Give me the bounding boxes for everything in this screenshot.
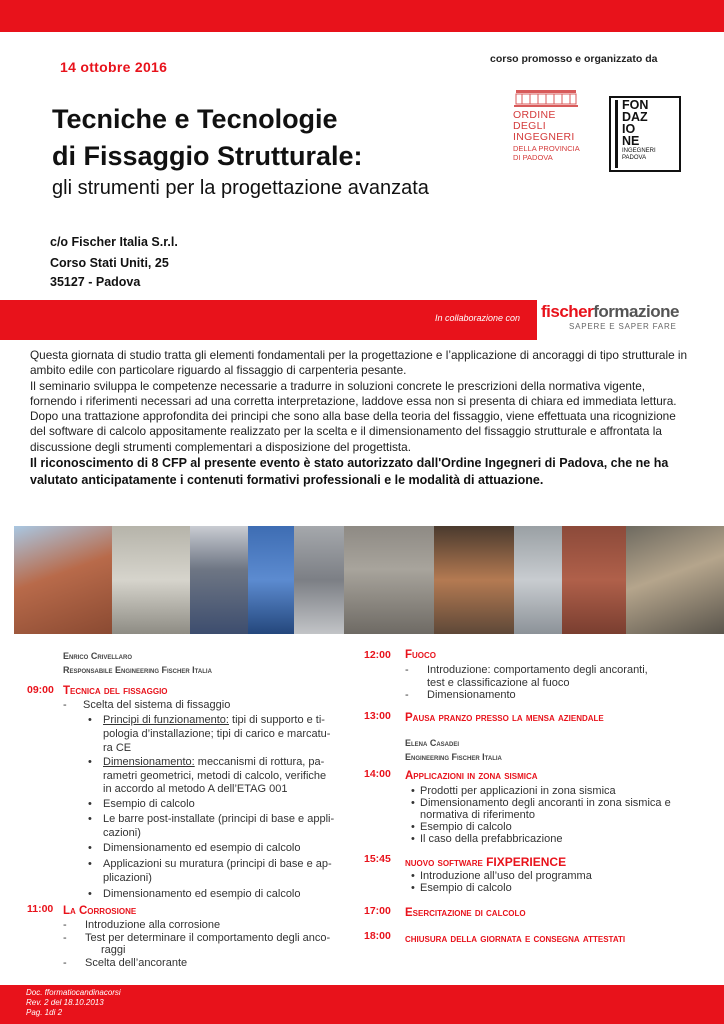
photo-workshop: [434, 526, 514, 634]
event-date: 14 ottobre 2016: [60, 59, 168, 75]
item-sismica-prefab: Il caso della prefabbricazione: [420, 833, 563, 845]
time-1100: 11:00: [27, 903, 54, 915]
item-fix-esempio: Esempio di calcolo: [420, 882, 512, 894]
photo-drill: [626, 526, 724, 634]
ordine-text-1: ORDINE: [513, 109, 556, 121]
brand-formazione: formazione: [593, 302, 679, 321]
bullet-icon: •: [88, 798, 92, 810]
address-line-3: 35127 - Padova: [50, 275, 141, 289]
item-principi-line2: pologia d’installazione; tipi di carico e marcatu-: [103, 728, 331, 740]
photo-steel: [294, 526, 344, 634]
fondazione-text-6: PADOVA: [622, 155, 647, 161]
session-fixperience: [405, 853, 566, 871]
photo-bricks: [562, 526, 626, 634]
fondazione-text-3: IO: [622, 122, 636, 136]
session-fixperience-b: FIXPERIENCE: [486, 855, 567, 869]
session-tecnica: Tecnica del fissaggio: [63, 685, 168, 697]
collab-label: In collaborazione con: [435, 313, 521, 323]
item-principi-rest: tipi di supporto e ti-: [228, 714, 325, 726]
ordine-ingegneri-logo: [512, 88, 584, 174]
item-sismica-dim-line2: normativa di riferimento: [420, 809, 535, 821]
bullet-icon: •: [88, 842, 92, 854]
fondazione-text-2: DAZ: [622, 110, 648, 124]
photo-strip: [14, 526, 724, 634]
dash-bullet-icon: ‐: [63, 699, 67, 711]
item-dimensionamento: [103, 756, 324, 770]
top-red-bar: [0, 0, 724, 32]
footer-page: Pag. 1di 2: [26, 1008, 63, 1017]
item-sismica-esempio: Esempio di calcolo: [420, 821, 512, 833]
time-1200: 12:00: [364, 649, 391, 661]
item-dim-rest: meccanismi di rottura, pa-: [194, 756, 325, 768]
speaker-1-role: Responsabile Engineering Fischer Italia: [63, 665, 212, 675]
item-fuoco-intro: Introduzione: comportamento degli ancoranti,: [427, 664, 648, 676]
title-line-2: di Fissaggio Strutturale:: [52, 141, 363, 171]
bullet-icon: •: [411, 785, 415, 797]
photo-solar: [190, 526, 248, 634]
building-emblem-icon: [512, 88, 584, 110]
time-1400: 14:00: [364, 768, 391, 780]
item-barre-line2: cazioni): [103, 827, 141, 839]
fischer-formazione-logo: [541, 302, 679, 322]
item-muratura: Applicazioni su muratura (principi di base e ap-: [103, 858, 332, 870]
item-sismica-dim: Dimensionamento degli ancoranti in zona sismica e: [420, 797, 671, 809]
intro-paragraph-cfp: Il riconoscimento di 8 CFP al presente evento è stato autorizzato dall'Ordine Ingegneri di Padova, che ne ha valutato anticipatamente i contenuti formativi professionali e le modalità di attuazione.: [30, 456, 669, 487]
session-pausa-pranzo: Pausa pranzo presso la mensa aziendale: [405, 712, 604, 724]
item-test: Test per determinare il comportamento degli anco-: [85, 932, 331, 944]
session-fixperience-a: nuovo software: [405, 857, 487, 869]
fondazione-text-4: NE: [622, 134, 640, 148]
session-esercitazione: Esercitazione di calcolo: [405, 907, 526, 919]
dash-bullet-icon: ‐: [405, 689, 409, 701]
fondazione-logo: [609, 96, 681, 172]
photo-anchor: [344, 526, 434, 634]
intro-text: [30, 348, 690, 488]
intro-paragraph-1: Questa giornata di studio tratta gli elementi fondamentali per la progettazione e l’applicazione di ancoraggi di tipo strutturale in ambito edile con particolare riguardo al fissaggio di carpenteria pesante.: [30, 348, 688, 378]
item-fix-intro: Introduzione all’uso del programma: [420, 870, 592, 882]
fondazione-bar: [615, 100, 618, 168]
bullet-icon: •: [411, 870, 415, 882]
fischer-tagline: SAPERE E SAPER FARE: [569, 322, 677, 331]
item-principi-ul: Principi di funzionamento:: [103, 714, 229, 726]
item-sismica-prodotti: Prodotti per applicazioni in zona sismica: [420, 785, 616, 797]
item-dim-line3: in accordo al metodo A dell’ETAG 001: [103, 783, 288, 795]
footer-rev: Rev. 2 del 18.10.2013: [26, 998, 104, 1007]
photo-roof: [14, 526, 112, 634]
photo-worker: [112, 526, 190, 634]
session-corrosione: La Corrosione: [63, 905, 137, 917]
dash-bullet-icon: ‐: [63, 919, 67, 931]
photo-panels: [248, 526, 294, 634]
item-scelta-sistema: Scelta del sistema di fissaggio: [83, 699, 231, 711]
speaker-2-name: Elena Casadei: [405, 738, 460, 748]
bullet-icon: •: [88, 714, 92, 726]
item-dim-line2: rametri geometrici, metodi di calcolo, verifiche: [103, 770, 327, 782]
subtitle: gli strumenti per la progettazione avanzata: [52, 177, 429, 199]
ordine-text-5: DI PADOVA: [513, 153, 553, 162]
bullet-icon: •: [88, 756, 92, 768]
item-dim-ul: Dimensionamento:: [103, 756, 195, 768]
session-chiusura: chiusura della giornata e consegna attestati: [405, 933, 626, 945]
time-0900: 09:00: [27, 684, 54, 696]
item-test-line2: raggi: [101, 944, 126, 956]
item-fuoco-dim: Dimensionamento: [427, 689, 516, 701]
time-1300: 13:00: [364, 710, 391, 722]
time-1545: 15:45: [364, 853, 391, 865]
ordine-text-3: INGEGNERI: [513, 131, 575, 143]
bullet-icon: •: [88, 813, 92, 825]
dash-bullet-icon: ‐: [405, 664, 409, 676]
bullet-icon: •: [88, 858, 92, 870]
intro-paragraph-3: Dopo una trattazione approfondita dei principi che sono alla base della teoria del fissaggio, viene effettuata una ricognizione del software di calcolo appositamente realizzato per la scelta e il dimensionamento del fissaggio strutturale e affrontata la discussione degli strumenti complementari a disposizione del progettista.: [30, 409, 676, 454]
speaker-1-name: Enrico Crivellaro: [63, 651, 133, 661]
footer-doc: Doc. fformatiocandinacorsi: [26, 988, 121, 997]
item-dim-esempio-1: Dimensionamento ed esempio di calcolo: [103, 842, 301, 854]
address-line-2: Corso Stati Uniti, 25: [50, 256, 169, 270]
speaker-2-role: Engineering Fischer Italia: [405, 752, 502, 762]
item-principi: [103, 714, 325, 728]
promoted-by-label: corso promosso e organizzato da: [490, 53, 658, 65]
bullet-icon: •: [411, 882, 415, 894]
item-scelta-ancorante: Scelta dell’ancorante: [85, 957, 188, 969]
bullet-icon: •: [411, 833, 415, 845]
bullet-icon: •: [88, 888, 92, 900]
address-line-1: c/o Fischer Italia S.r.l.: [50, 235, 178, 249]
item-principi-line3: ra CE: [103, 742, 132, 754]
bullet-icon: •: [411, 821, 415, 833]
dash-bullet-icon: ‐: [63, 957, 67, 969]
item-intro-corrosione: Introduzione alla corrosione: [85, 919, 221, 931]
bullet-icon: •: [411, 797, 415, 809]
dash-bullet-icon: ‐: [63, 932, 67, 944]
intro-paragraph-2: Il seminario sviluppa le competenze necessarie a tradurre in soluzioni concrete le prescrizioni della normativa vigente, fornendo i riferimenti necessari ad una corretta interpretazione, laddove essa non si presenta di chiara ed immediata lettura.: [30, 378, 677, 408]
session-fuoco: Fuoco: [405, 649, 437, 661]
fondazione-text-5: INGEGNERI: [622, 148, 656, 154]
item-dim-esempio-2: Dimensionamento ed esempio di calcolo: [103, 888, 301, 900]
item-fuoco-intro-line2: test e classificazione al fuoco: [427, 677, 570, 689]
time-1700: 17:00: [364, 905, 391, 917]
fondazione-text-1: FON: [622, 98, 649, 112]
title-line-1: Tecniche e Tecnologie: [52, 104, 338, 134]
ordine-text-4: DELLA PROVINCIA: [513, 144, 580, 153]
brand-fischer: fischer: [541, 302, 594, 321]
item-barre: Le barre post-installate (principi di base e appli-: [103, 813, 335, 825]
ordine-text-2: DEGLI: [513, 120, 547, 132]
item-esempio: Esempio di calcolo: [103, 798, 195, 810]
time-1800: 18:00: [364, 930, 391, 942]
item-muratura-line2: plicazioni): [103, 872, 152, 884]
photo-machine: [514, 526, 562, 634]
session-sismica: Applicazioni in zona sismica: [405, 770, 538, 782]
